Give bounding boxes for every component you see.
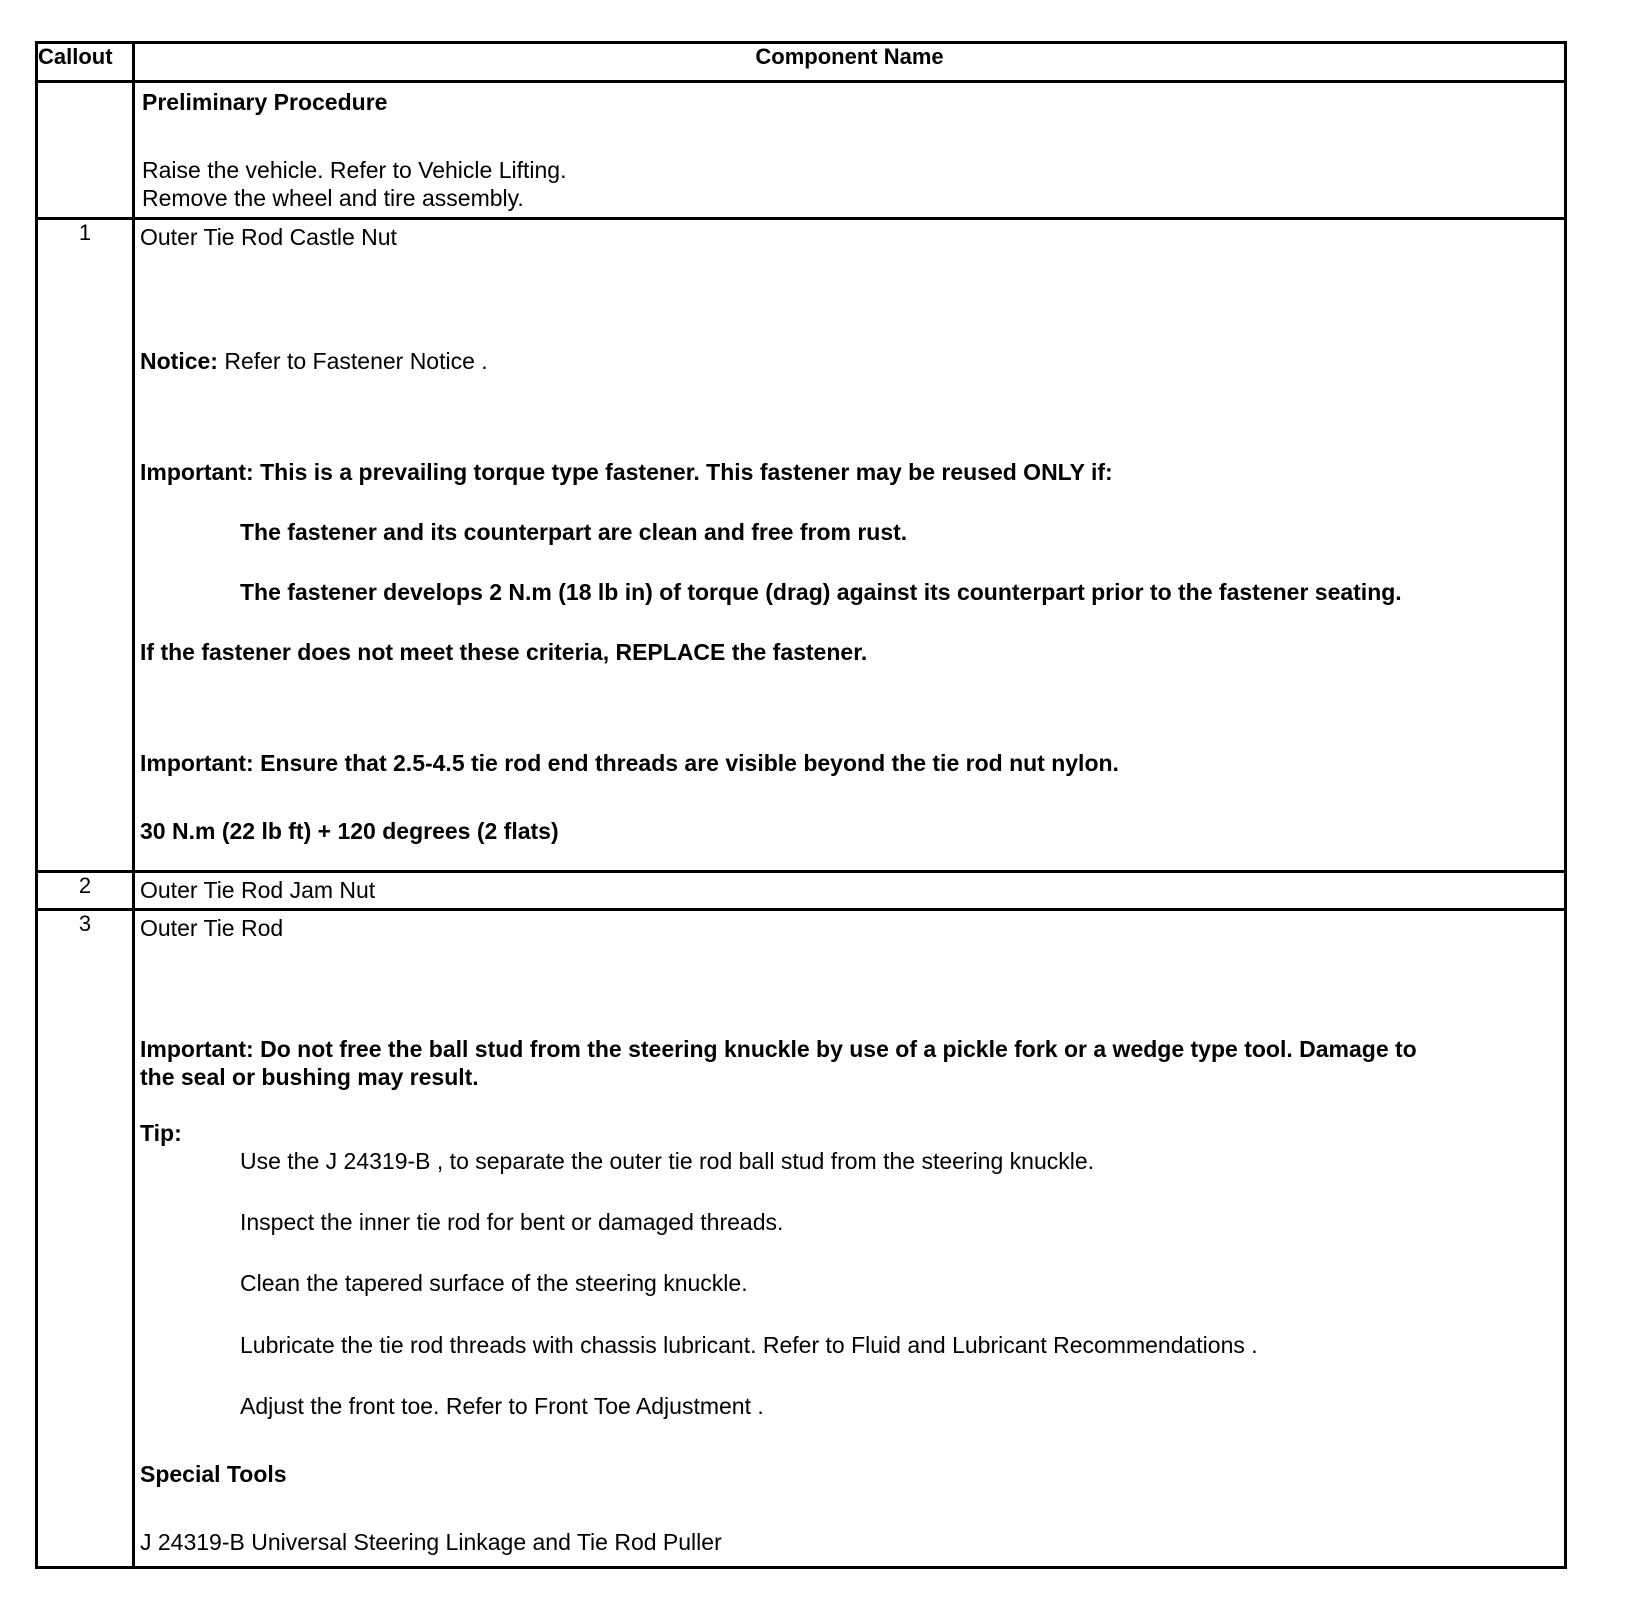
table-row <box>37 910 1566 1568</box>
preliminary-title: Preliminary Procedure <box>142 89 388 115</box>
component-cell <box>134 872 1566 910</box>
callout-header: Callout <box>37 43 134 82</box>
component-name-header: Component Name <box>134 43 1566 82</box>
callout-number: 1 <box>37 219 134 872</box>
component-cell <box>134 910 1566 1568</box>
table-row <box>37 872 1566 910</box>
tip-item: Clean the tapered surface of the steering knuckle. <box>240 1270 748 1296</box>
procedure-table <box>35 41 1567 1569</box>
callout-number: 2 <box>37 872 134 910</box>
criteria-item: The fastener and its counterpart are clean and free from rust. <box>240 519 908 545</box>
special-tool-item: J 24319-B Universal Steering Linkage and Tie Rod Puller <box>140 1529 722 1555</box>
important-note: Important: Ensure that 2.5-4.5 tie rod end threads are visible beyond the tie rod nut nylon. <box>140 750 1119 776</box>
preliminary-step: Raise the vehicle. Refer to Vehicle Lifting. <box>142 157 567 183</box>
tip-item: Adjust the front toe. Refer to Front Toe Adjustment . <box>240 1393 764 1419</box>
preliminary-step: Remove the wheel and tire assembly. <box>142 185 524 211</box>
notice-label: Notice: <box>140 348 218 374</box>
torque-spec: 30 N.m (22 lb ft) + 120 degrees (2 flats) <box>140 818 559 844</box>
tip-label: Tip: <box>140 1120 182 1146</box>
preliminary-cell <box>134 82 1566 219</box>
table-row <box>37 219 1566 872</box>
criteria-item: The fastener develops 2 N.m (18 lb in) of torque (drag) against its counterpart prior to the fastener seating. <box>240 579 1402 605</box>
tip-item: Inspect the inner tie rod for bent or damaged threads. <box>240 1209 784 1235</box>
tip-item: Lubricate the tie rod threads with chassis lubricant. Refer to Fluid and Lubricant Recommendations . <box>240 1332 1258 1358</box>
preliminary-row <box>37 82 1566 219</box>
callout-number: 3 <box>37 910 134 1568</box>
notice-text: Refer to Fastener Notice . <box>217 348 488 374</box>
notice-line <box>140 347 488 375</box>
component-name: Outer Tie Rod Castle Nut <box>140 224 397 250</box>
important-note: Important: Do not free the ball stud from the steering knuckle by use of a pickle fork or a wedge type tool. Damage to <box>140 1036 1417 1062</box>
replace-note: If the fastener does not meet these criteria, REPLACE the fastener. <box>140 639 868 665</box>
important-note: the seal or bushing may result. <box>140 1064 479 1090</box>
preliminary-callout-cell <box>37 82 134 219</box>
special-tools-label: Special Tools <box>140 1461 287 1487</box>
component-name: Outer Tie Rod Jam Nut <box>140 877 376 903</box>
component-cell <box>134 219 1566 872</box>
tip-item: Use the J 24319-B , to separate the outer tie rod ball stud from the steering knuckle. <box>240 1148 1095 1174</box>
header-row <box>37 43 1566 82</box>
component-name: Outer Tie Rod <box>140 915 284 941</box>
important-note: Important: This is a prevailing torque type fastener. This fastener may be reused ONLY if: <box>140 459 1113 485</box>
